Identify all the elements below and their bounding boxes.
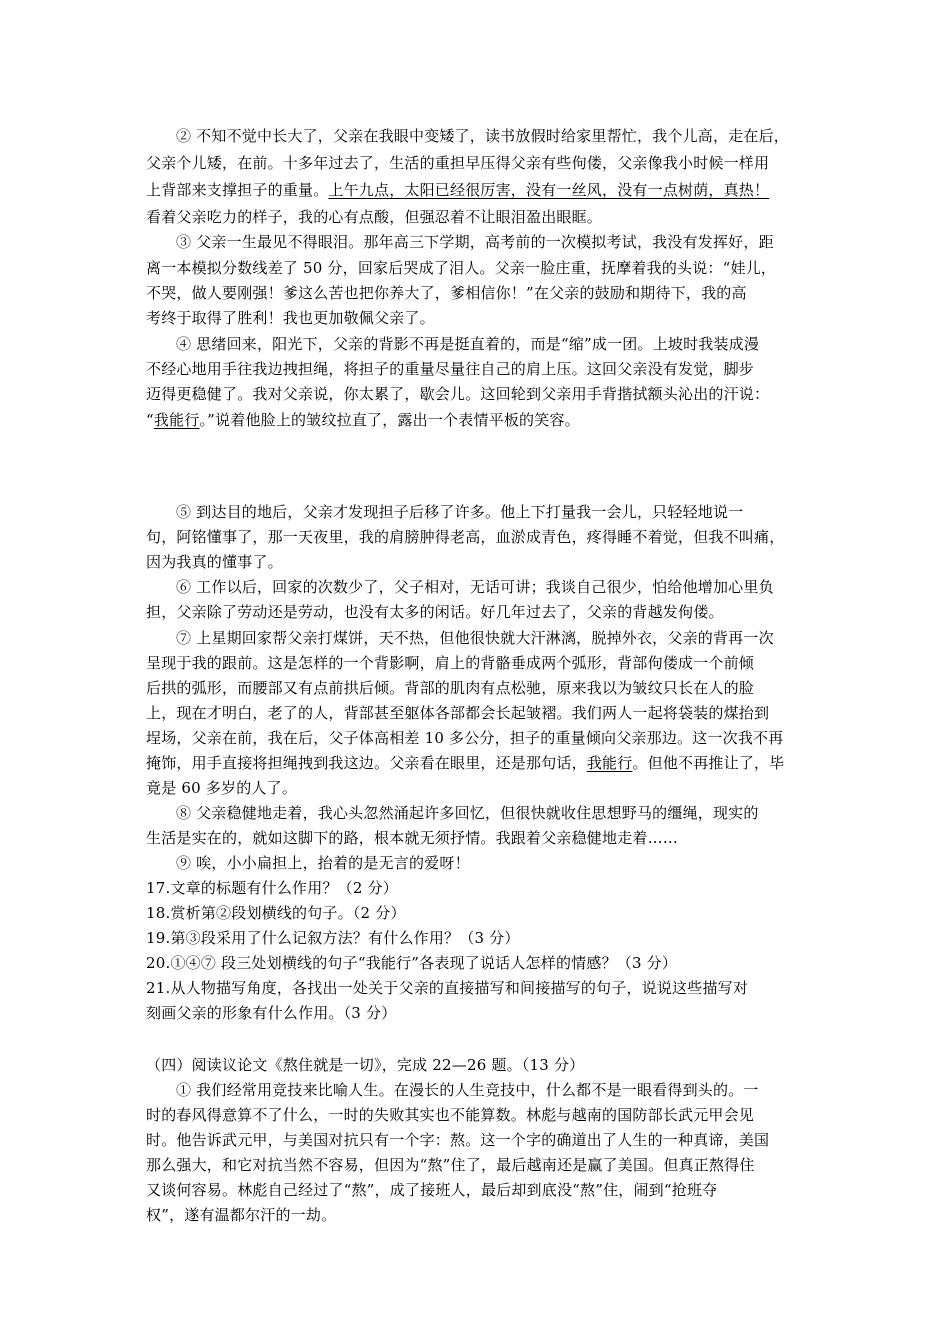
paragraph-7-line-5: 埕场，父亲在前，我在后，父子体高相差 10 多公分，担子的重量倾向父亲那边。这一次我不再	[146, 729, 784, 747]
question-18: 18.赏析第②段划横线的句子。（2 分）	[146, 904, 406, 922]
paragraph-3-line-2: 离一本模拟分数线差了 50 分，回家后哭成了泪人。父亲一脸庄重，抚摩着我的头说：“娃儿，	[146, 259, 777, 277]
underlined-sentence: 上午九点，太阳已经很厉害，没有一丝风，没有一点树荫，真热！	[328, 181, 770, 199]
paragraph-7-line-2: 呈现于我的跟前。这是怎样的一个背影啊，肩上的背骼垂成两个弧形，背部佝偻成一个前倾	[146, 654, 755, 672]
question-17: 17.文章的标题有什么作用？（2 分）	[146, 879, 398, 897]
paragraph-7-line-4: 上，现在才明白，老了的人，背部甚至躯体各部都会长起皱褶。我们两人一起将袋装的煤抬到	[146, 704, 770, 722]
paragraph-6-line-1: ⑥ 工作以后，回家的次数少了，父子相对，无话可讲；我谈自己很少，怕给他增加心里负	[176, 578, 774, 596]
paragraph-2-text: 上背部来支撑担子的重量。	[146, 181, 329, 199]
paragraph-3-line-3: 不哭，做人要刚强！爹这么苦也把你养大了，爹相信你！”在父亲的鼓励和期待下，我的高	[146, 284, 747, 302]
section-4-line-5: 又谈何容易。林彪自己经过了“熬”，成了接班人，最后却到底没“熬”住，闹到“抢班夺	[146, 1181, 718, 1199]
section-4-line-1: ① 我们经常用竞技来比喻人生。在漫长的人生竞技中，什么都不是一眼看得到头的。一	[176, 1081, 759, 1099]
paragraph-3-line-1: ③ 父亲一生最见不得眼泪。那年高三下学期，高考前的一次模拟考试，我没有发挥好，距	[176, 233, 774, 251]
paragraph-7-line-1: ⑦ 上星期回家帮父亲打煤饼，天不热，但他很快就大汗淋漓，脱掉外衣，父亲的背再一次	[176, 629, 774, 647]
paragraph-2-line-2: 父亲个儿矮，在前。十多年过去了，生活的重担早压得父亲有些佝偻，父亲像我小时候一样用	[146, 154, 770, 172]
paragraph-7-line-7: 竟是 60 多岁的人了。	[146, 779, 298, 797]
paragraph-8-line-1: ⑧ 父亲稳健地走着，我心头忽然涌起许多回忆，但很快就收住思想野马的缰绳，现实的	[176, 804, 759, 822]
paragraph-2-line-3	[146, 180, 769, 200]
section-4-line-6: 权”，遂有温都尔汗的一劫。	[146, 1206, 337, 1224]
paragraph-2-line-4: 看着父亲吃力的样子，我的心有点酸，但强忍着不让眼泪盈出眼眶。	[146, 208, 603, 226]
underlined-phrase: 我能行	[586, 754, 633, 772]
paragraph-4-line-1: ④ 思绪回来，阳光下，父亲的背影不再是挺直着的，而是“缩”成一团。上坡时我装成漫	[176, 335, 760, 353]
paragraph-7-text: 掩饰，用手直接将担绳拽到我这边。父亲看在眼里，还是那句话，	[146, 754, 587, 772]
paragraph-6-line-2: 担，父亲除了劳动还是劳动，也没有太多的闲话。好几年过去了，父亲的背越发佝偻。	[146, 603, 724, 621]
paragraph-4-line-2: 不经心地用手往我边拽担绳，将担子的重量尽量往自己的肩上压。这回父亲没有发觉，脚步	[146, 360, 755, 378]
section-4-line-3: 时。他告诉武元甲，与美国对抗只有一个字：熬。这一个字的确道出了人生的一种真谛，美国	[146, 1131, 770, 1149]
paragraph-7-text: 。但他不再推让了，毕	[632, 754, 785, 772]
paragraph-8-line-2: 生活是实在的，就如这脚下的路，根本就无须抒情。我跟着父亲稳健地走着……	[146, 829, 679, 847]
question-21-line-2: 刻画父亲的形象有什么作用。（3 分）	[146, 1004, 397, 1022]
question-21-line-1: 21.从人物描写角度，各找出一处关于父亲的直接描写和间接描写的句子，说说这些描写对	[146, 979, 749, 997]
paragraph-4-text: 。”说着他脸上的皱纹拉直了，露出一个表情平板的笑容。	[199, 411, 580, 429]
section-4-line-2: 时的春风得意算不了什么，一时的失败其实也不能算数。林彪与越南的国防部长武元甲会见	[146, 1106, 755, 1124]
section-4-heading: （四）阅读议论文《熬住就是一切》，完成 22—26 题。（13 分）	[146, 1056, 585, 1074]
paragraph-7-line-6	[146, 753, 784, 773]
underlined-phrase: 我能行	[153, 411, 200, 429]
paragraph-5-line-1: ⑤ 到达目的地后，父亲才发现担子后移了许多。他上下打量我一会儿，只轻轻地说一	[176, 503, 744, 521]
question-19: 19.第③段采用了什么记叙方法？有什么作用？（3 分）	[146, 929, 520, 947]
quote-open: “	[146, 411, 154, 429]
paragraph-7-line-3: 后拱的弧形，而腰部又有点前拱后倾。背部的肌肉有点松驰，原来我以为皱纹只长在人的脸	[146, 679, 755, 697]
section-4-line-4: 那么强大，和它对抗当然不容易，但因为“熬”住了，最后越南还是赢了美国。但真正熬得住	[146, 1156, 755, 1174]
paragraph-9-line-1: ⑨ 唉，小小扁担上，抬着的是无言的爱呀！	[176, 854, 470, 872]
paragraph-4-line-4	[146, 410, 580, 430]
paragraph-5-line-2: 句，阿铭懂事了，那一天夜里，我的肩膀肿得老高，血淤成青色，疼得睡不着觉，但我不叫痛，	[146, 528, 785, 546]
paragraph-4-line-3: 迈得更稳健了。我对父亲说，你太累了，歇会儿。这回轮到父亲用手背揩拭额头沁出的汗说：	[146, 385, 770, 403]
paragraph-2-line-1: ② 不知不觉中长大了，父亲在我眼中变矮了，读书放假时给家里帮忙，我个儿高，走在后，	[176, 127, 789, 145]
question-20: 20.①④⑦ 段三处划横线的句子“我能行”各表现了说话人怎样的情感？（3 分）	[146, 954, 678, 972]
paragraph-5-line-3: 因为我真的懂事了。	[146, 553, 283, 571]
paragraph-3-line-4: 考终于取得了胜利！我也更加敬佩父亲了。	[146, 309, 435, 327]
